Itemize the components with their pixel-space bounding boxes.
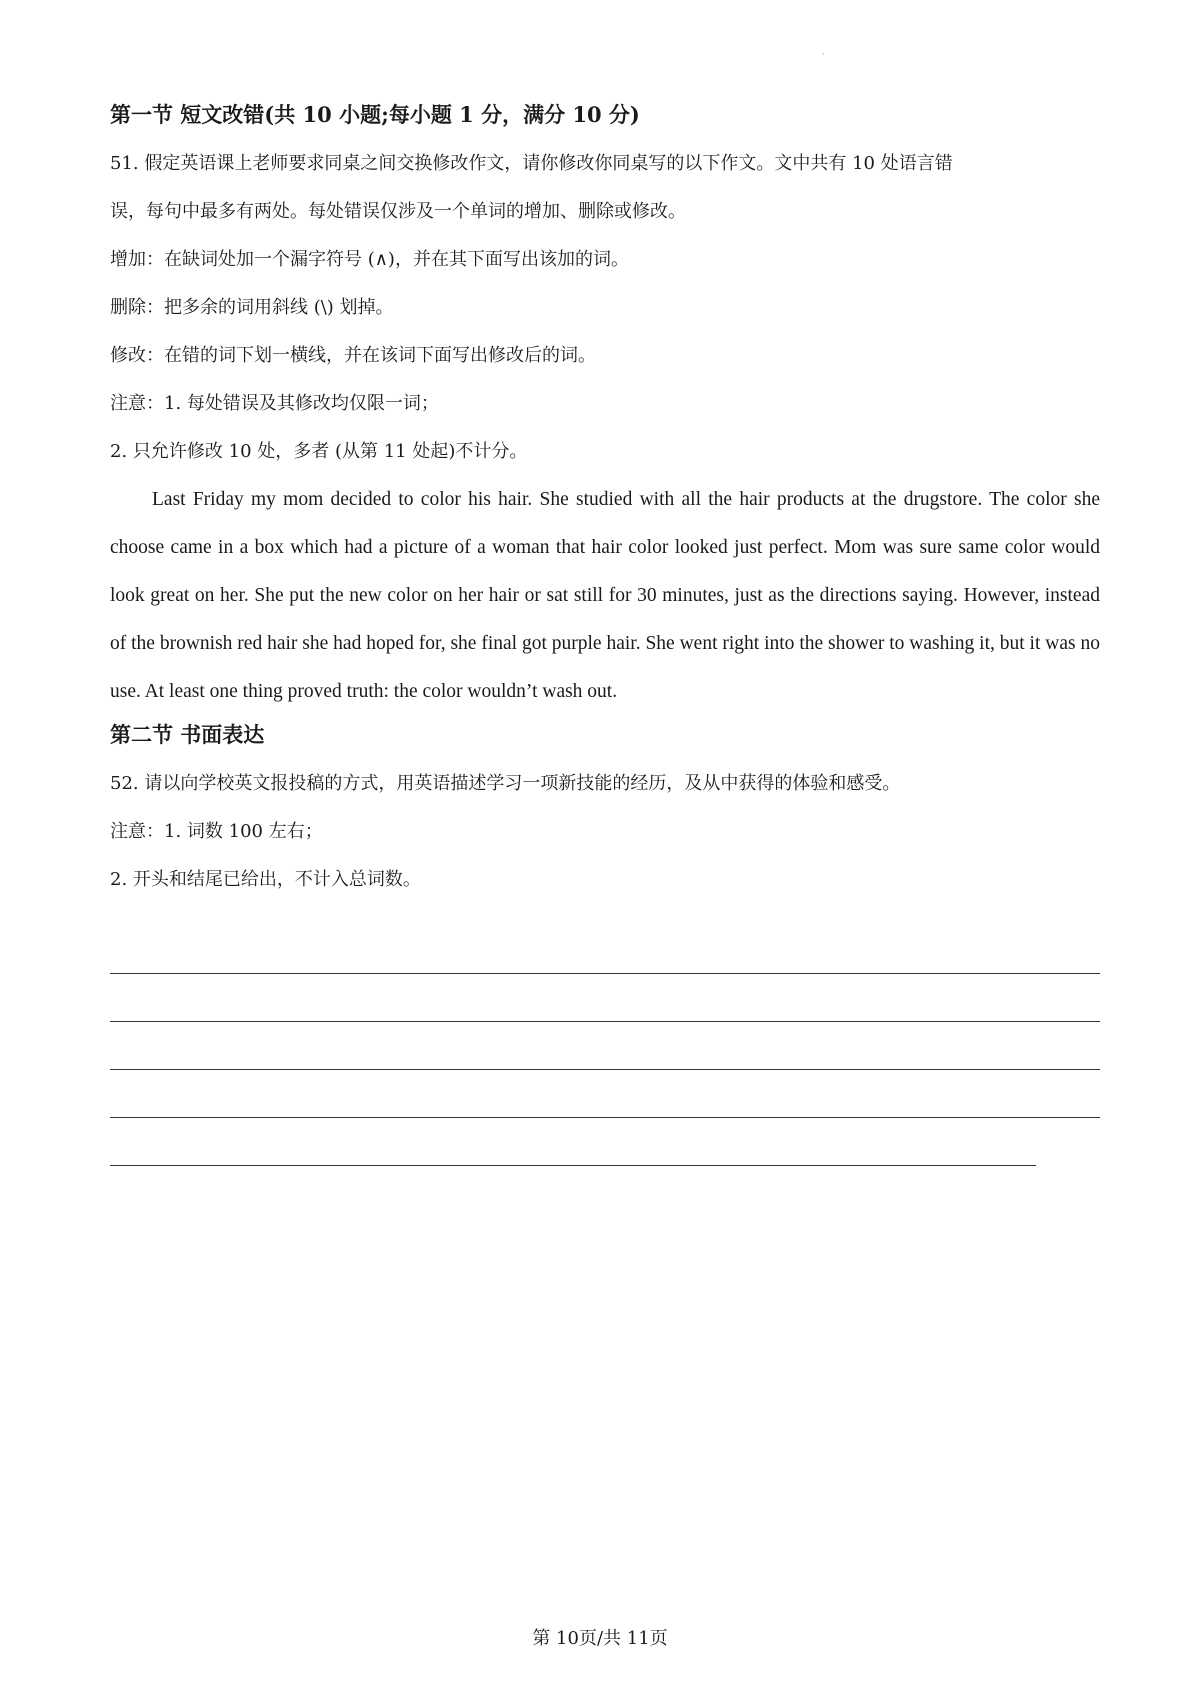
- answer-line[interactable]: [110, 926, 1100, 974]
- section1-note1: 注意：1. 每处错误及其修改均仅限一词；: [110, 393, 439, 414]
- q52-prompt: 52. 请以向学校英文报投稿的方式，用英语描述学习一项新技能的经历，及从中获得的体验和感受。: [110, 773, 901, 794]
- answer-line[interactable]: [110, 1022, 1100, 1070]
- q51-line1: 51. 假定英语课上老师要求同桌之间交换修改作文，请你修改你同桌写的以下作文。文中共有 10 处语言错: [110, 153, 953, 174]
- add-rule: 增加：在缺词处加一个漏字符号 (∧)，并在其下面写出该加的词。: [110, 249, 629, 270]
- answer-line[interactable]: [110, 974, 1100, 1022]
- section2-title: 第二节 书面表达: [110, 722, 265, 747]
- section2-note1: 注意：1. 词数 100 左右；: [110, 821, 323, 842]
- answer-line[interactable]: [110, 1118, 1036, 1166]
- modify-rule: 修改：在错的词下划一横线，并在该词下面写出修改后的词。: [110, 345, 596, 366]
- section1-title: 第一节 短文改错(共 10 小题;每小题 1 分，满分 10 分): [110, 102, 640, 127]
- page-mark: ·: [822, 50, 825, 59]
- delete-rule: 删除：把多余的词用斜线 (\) 划掉。: [110, 297, 394, 318]
- section1-note2: 2. 只允许修改 10 处，多者 (从第 11 处起)不计分。: [110, 441, 528, 462]
- answer-line[interactable]: [110, 1070, 1100, 1118]
- answer-area[interactable]: [110, 926, 1100, 1166]
- page-footer: 第 10页/共 11页: [532, 1628, 668, 1649]
- section2-note2: 2. 开头和结尾已给出，不计入总词数。: [110, 869, 421, 890]
- error-correction-passage: Last Friday my mom decided to color his hair. She studied with all the hair products at the drugstore. The color she choose came in a box which had a picture of a woman that hair color looked just perfect. Mom was sure same color would look great on her. She put the new color on her hair or sat still for 30 minutes, just as the directions saying. However, instead of the brownish red hair she had hoped for, she final got purple hair. She went right into the shower to washing it, but it was no use. At least one thing proved truth: the color wouldn’t wash out.: [110, 489, 1100, 702]
- page-content: [110, 98, 1100, 1166]
- q51-line2: 误，每句中最多有两处。每处错误仅涉及一个单词的增加、删除或修改。: [110, 201, 686, 222]
